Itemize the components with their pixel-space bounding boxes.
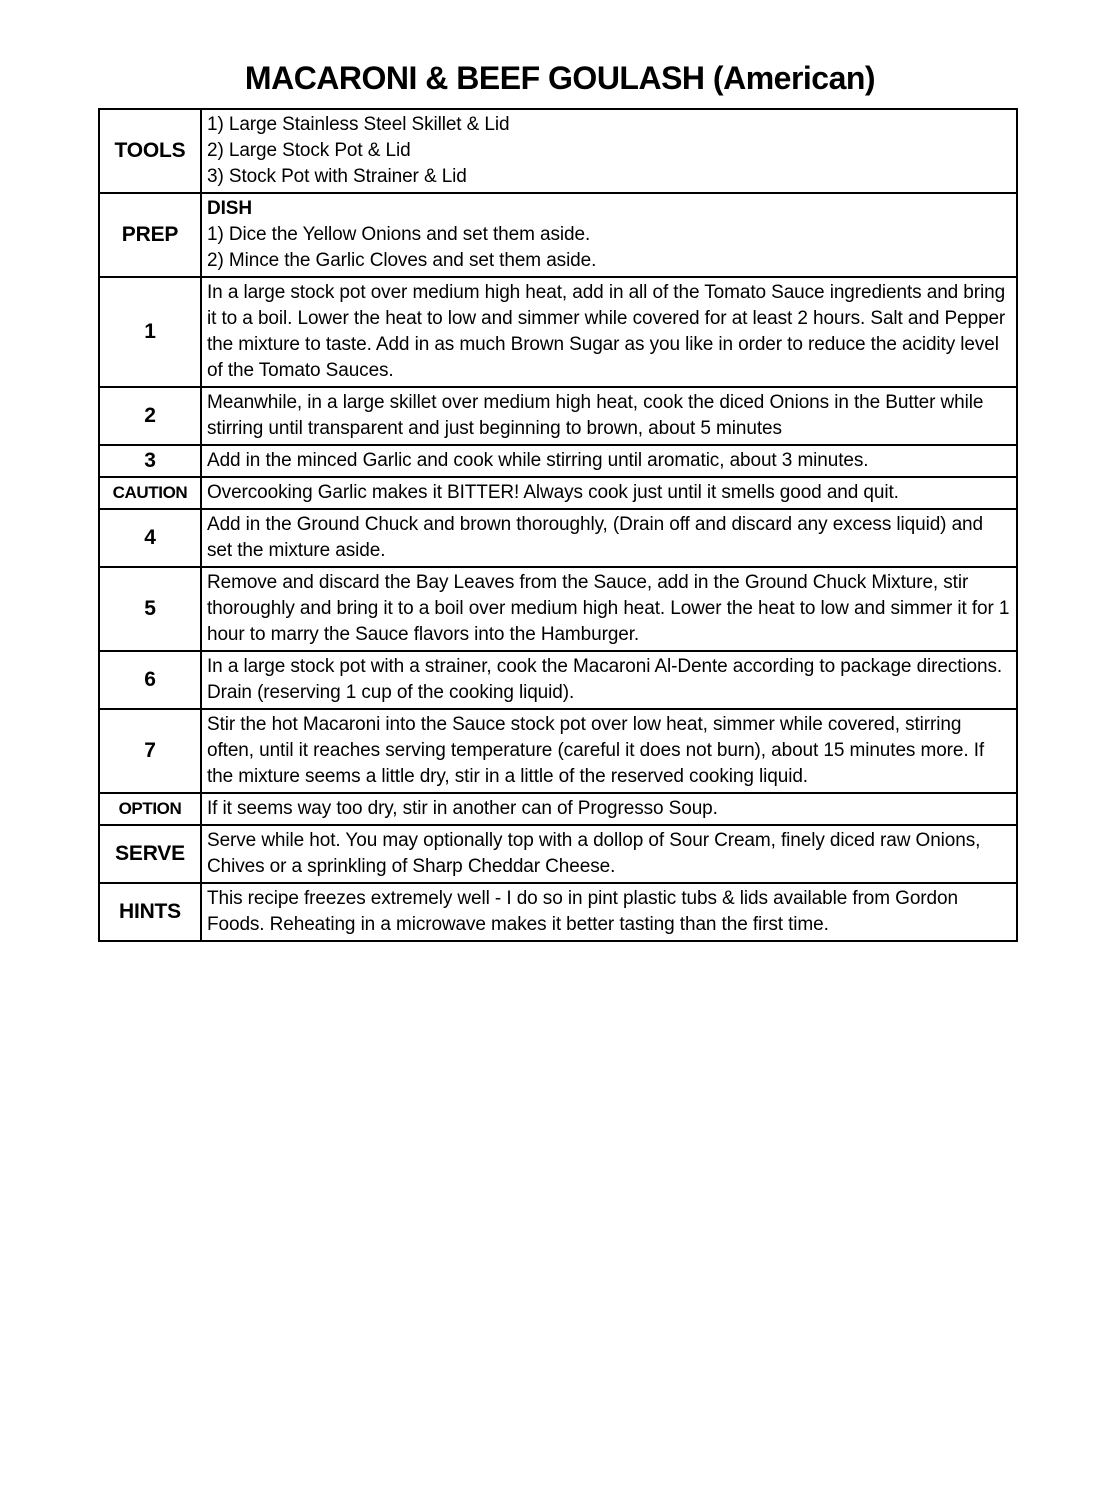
cell-text: Remove and discard the Bay Leaves from the Sauce, add in the Ground Chuck Mixture, stir thoroughly and bring it to a boil over medium high heat. Lower the heat to low and simmer it for 1 hour to marry the Sauce flavors into the Hamburger. [207,572,1010,645]
table-row [99,445,1017,477]
row-content [201,883,1017,941]
row-label-serve: SERVE [99,825,201,883]
cell-line: 1) Large Stainless Steel Skillet & Lid [207,114,510,135]
table-row [99,651,1017,709]
recipe-table [98,108,1018,942]
cell-heading: DISH [207,198,252,219]
row-content [201,709,1017,793]
table-row [99,277,1017,387]
table-row [99,567,1017,651]
cell-text: Add in the Ground Chuck and brown thoroughly, (Drain off and discard any excess liquid) and set the mixture aside. [207,514,983,561]
cell-text: Add in the minced Garlic and cook while stirring until aromatic, about 3 minutes. [207,450,869,471]
recipe-table-body [99,109,1017,941]
table-row [99,477,1017,509]
row-label-6: 6 [99,651,201,709]
row-label-caution: CAUTION [99,477,201,509]
row-content [201,825,1017,883]
cell-text: Stir the hot Macaroni into the Sauce stock pot over low heat, simmer while covered, stirring often, until it reaches serving temperature (careful it does not burn), about 15 minutes more. If the mixture seems a little dry, stir in a little of the reserved cooking liquid. [207,714,985,787]
row-label-7: 7 [99,709,201,793]
cell-text: Overcooking Garlic makes it BITTER! Always cook just until it smells good and quit. [207,482,899,503]
table-row [99,193,1017,277]
row-content [201,793,1017,825]
cell-text: This recipe freezes extremely well - I do so in pint plastic tubs & lids available from Gordon Foods. Reheating in a microwave makes it better tasting than the first time. [207,888,958,935]
row-content [201,277,1017,387]
table-row [99,509,1017,567]
table-row [99,825,1017,883]
row-label-option: OPTION [99,793,201,825]
row-content [201,445,1017,477]
table-row [99,883,1017,941]
cell-line: 2) Large Stock Pot & Lid [207,140,411,161]
cell-text: Serve while hot. You may optionally top with a dollop of Sour Cream, finely diced raw Onions, Chives or a sprinkling of Sharp Cheddar Cheese. [207,830,981,877]
row-content [201,387,1017,445]
cell-line: 2) Mince the Garlic Cloves and set them aside. [207,250,597,271]
row-label-1: 1 [99,277,201,387]
row-label-3: 3 [99,445,201,477]
row-label-hints: HINTS [99,883,201,941]
cell-line: 1) Dice the Yellow Onions and set them aside. [207,224,591,245]
table-row [99,793,1017,825]
cell-text: Meanwhile, in a large skillet over medium high heat, cook the diced Onions in the Butter while stirring until transparent and just beginning to brown, about 5 minutes [207,392,984,439]
row-content [201,509,1017,567]
recipe-document [0,60,1120,942]
cell-line: 3) Stock Pot with Strainer & Lid [207,166,467,187]
table-row [99,109,1017,193]
row-content [201,651,1017,709]
cell-text: If it seems way too dry, stir in another can of Progresso Soup. [207,798,718,819]
cell-text: In a large stock pot with a strainer, cook the Macaroni Al-Dente according to package directions. Drain (reserving 1 cup of the cooking liquid). [207,656,1003,703]
page-title: MACARONI & BEEF GOULASH (American) [244,60,876,96]
table-row [99,709,1017,793]
table-row [99,387,1017,445]
row-content [201,193,1017,277]
row-label-5: 5 [99,567,201,651]
row-label-2: 2 [99,387,201,445]
row-label-tools: TOOLS [99,109,201,193]
row-label-4: 4 [99,509,201,567]
row-content [201,477,1017,509]
row-label-prep: PREP [99,193,201,277]
row-content [201,109,1017,193]
row-content [201,567,1017,651]
cell-text: In a large stock pot over medium high heat, add in all of the Tomato Sauce ingredients and bring it to a boil. Lower the heat to low and simmer while covered for at least 2 hours. Salt and Pepper the mixture to taste. Add in as much Brown Sugar as you like in order to reduce the acidity level of the Tomato Sauces. [207,282,1006,381]
